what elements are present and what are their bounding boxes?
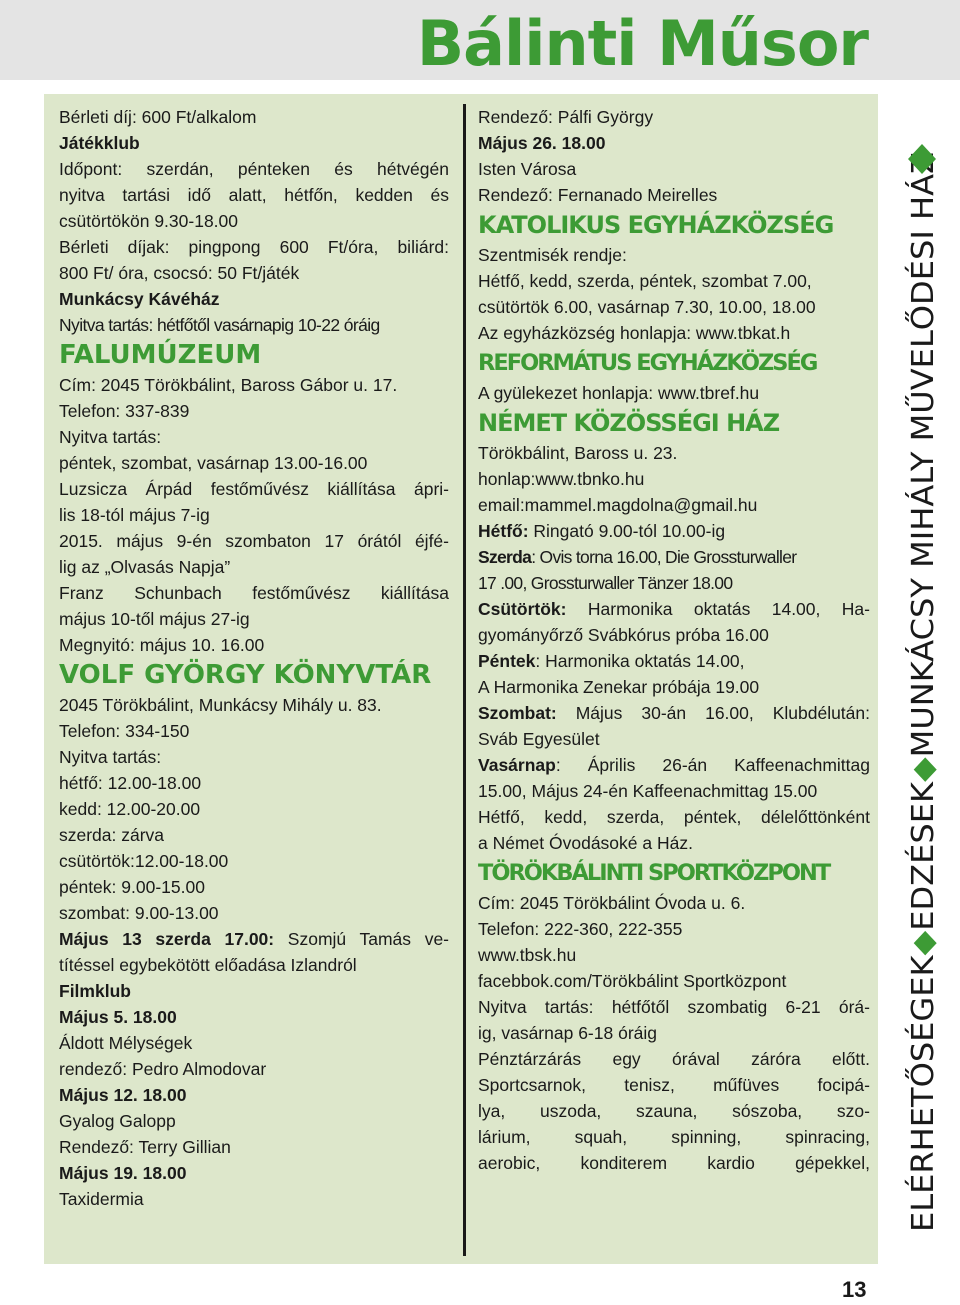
event-date: Május 13 szerda 17.00:: [59, 929, 275, 949]
text-line: lárium, squah, spinning, spinracing,: [478, 1127, 870, 1147]
text-line: www.tbsk.hu: [478, 945, 577, 965]
text-line: Franz Schunbach festőművész kiállítása: [59, 583, 449, 603]
text-line: Sportcsarnok, tenisz, műfüves focipá-: [478, 1075, 870, 1095]
day-label: Vasárnap: [478, 755, 556, 775]
text-line: 15.00, Május 24-én Kaffeenachmittag 15.00: [478, 781, 818, 801]
side-banner-part3: MUNKÁCSY MIHÁLY MŰVELŐDÉSI HÁZ: [906, 190, 941, 758]
day-label: Hétfő:: [478, 521, 529, 541]
text-line: csütörtökön 9.30-18.00: [59, 211, 239, 231]
text-line: 2015. május 9-én szombaton 17 órától éjfé-: [59, 531, 449, 551]
text-line: Hétfő, kedd, szerda, péntek, délelőttönként: [478, 807, 870, 827]
section-heading-reformatus: REFORMÁTUS EGYHÁZKÖZSÉG: [478, 350, 817, 376]
day-text: : Ovis torna 16.00, Die Grossturwaller: [531, 547, 797, 567]
day-text: Harmonika oktatás 14.00, Ha-: [566, 599, 870, 619]
text-line: ig, vasárnap 6-18 óráig: [478, 1023, 657, 1043]
film-title: Taxidermia: [59, 1189, 144, 1209]
film-date: Május 5. 18.00: [59, 1007, 177, 1027]
left-column: [59, 104, 449, 1212]
text-line: A Harmonika Zenekar próbája 19.00: [478, 677, 760, 697]
film-date: Május 12. 18.00: [59, 1085, 187, 1105]
page-number: 13: [842, 1277, 867, 1302]
film-date: Május 26. 18.00: [478, 133, 606, 153]
text-line: Az egyházközség honlapja: www.tbkat.h: [478, 323, 791, 343]
film-director: Rendező: Terry Gillian: [59, 1137, 231, 1157]
text-line: Bérleti díj: 600 Ft/alkalom: [59, 107, 257, 127]
day-label: Szerda: [478, 547, 532, 567]
text-line: kedd: 12.00-20.00: [59, 799, 201, 819]
text-line: A gyülekezet honlapja: www.tbref.hu: [478, 383, 760, 403]
text-line: [478, 518, 870, 544]
side-banner-text: [904, 152, 941, 1232]
text-line: május 10-től május 27-ig: [59, 609, 250, 629]
film-director: rendező: Pedro Almodovar: [59, 1059, 267, 1079]
text-line: Cím: 2045 Törökbálint Óvoda u. 6.: [478, 893, 746, 913]
day-label: Péntek: [478, 651, 536, 671]
text-line: a Német Óvodásoké a Ház.: [478, 833, 693, 853]
text-line: Telefon: 222-360, 222-355: [478, 919, 683, 939]
section-heading-sportkozpont: TÖRÖKBÁLINTI SPORTKÖZPONT: [478, 860, 830, 886]
text-line: Időpont: szerdán, pénteken és hétvégén: [59, 159, 449, 179]
text-line: Hétfő, kedd, szerda, péntek, szombat 7.00,: [478, 271, 812, 291]
text-line: nyitva tartási idő alatt, hétfőn, kedden és: [59, 185, 449, 205]
day-text: Ringató 9.00-tól 10.00-ig: [528, 521, 726, 541]
day-label: Szombat:: [478, 703, 557, 723]
text-line: lis 18-tól május 7-ig: [59, 505, 210, 525]
text-line: Telefon: 337-839: [59, 401, 190, 421]
subheading-kavehaz: Munkácsy Kávéház: [59, 289, 220, 309]
text-line: 800 Ft/ óra, csocsó: 50 Ft/játék: [59, 263, 300, 283]
text-line: [478, 700, 870, 726]
column-divider: [463, 104, 466, 1256]
section-heading-konyvtar: VOLF GYÖRGY KÖNYVTÁR: [59, 660, 432, 690]
side-banner-part1: ELÉRHETŐSÉGEK: [906, 973, 941, 1232]
film-title: Isten Városa: [478, 159, 577, 179]
film-director: Rendező: Fernanado Meirelles: [478, 185, 718, 205]
subheading-jatekklub: Játékklub: [59, 133, 140, 153]
day-text: : Április 26-án Kaffeenachmittag: [555, 755, 870, 775]
text-line: facebbok.com/Törökbálint Sportközpont: [478, 971, 787, 991]
text-line: péntek: 9.00-15.00: [59, 877, 205, 897]
event-desc: Szomjú Tamás ve-: [274, 929, 450, 949]
text-line: hétfő: 12.00-18.00: [59, 773, 202, 793]
text-line: Nyitva tartás: hétfőtől vasárnapig 10-22 óráig: [59, 315, 380, 335]
right-column: [478, 104, 870, 1176]
text-line: 17 .00, Grossturwaller Tänzer 18.00: [478, 573, 733, 593]
text-line: Sváb Egyesület: [478, 729, 600, 749]
film-title: Áldott Mélységek: [59, 1033, 193, 1053]
film-director: Rendező: Pálfi György: [478, 107, 654, 127]
text-line: [478, 544, 870, 570]
text-line: péntek, szombat, vasárnap 13.00-16.00: [59, 453, 368, 473]
film-date: Május 19. 18.00: [59, 1163, 187, 1183]
text-line: [478, 648, 870, 674]
text-line: lig az „Olvasás Napja”: [59, 557, 231, 577]
text-line: Szentmisék rendje:: [478, 245, 627, 265]
text-line: gyományőrző Svábkórus próba 16.00: [478, 625, 769, 645]
side-banner: [880, 104, 960, 1254]
text-line: títéssel egybekötött előadása Izlandról: [59, 955, 357, 975]
text-line: csütörtök:12.00-18.00: [59, 851, 229, 871]
diamond-icon: ◆: [906, 758, 941, 782]
text-line: Nyitva tartás:: [59, 427, 162, 447]
text-line: szerda: zárva: [59, 825, 165, 845]
text-line: Luzsicza Árpád festőművész kiállítása ápri-: [59, 479, 449, 499]
section-heading-katolikus: KATOLIKUS EGYHÁZKÖZSÉG: [478, 211, 834, 239]
text-line: honlap:www.tbnko.hu: [478, 469, 645, 489]
text-line: Nyitva tartás: hétfőtől szombatig 6-21 órá-: [478, 997, 870, 1017]
text-line: [478, 752, 870, 778]
day-label: Csütörtök:: [478, 599, 567, 619]
subheading-filmklub: Filmklub: [59, 981, 131, 1001]
text-line: Cím: 2045 Törökbálint, Baross Gábor u. 17.: [59, 375, 398, 395]
text-line: 2045 Törökbálint, Munkácsy Mihály u. 83.: [59, 695, 382, 715]
text-line: Nyitva tartás:: [59, 747, 162, 767]
text-line: lya, uszoda, szauna, sószoba, szo-: [478, 1101, 870, 1121]
diamond-icon: ◆: [906, 932, 941, 956]
text-line: aerobic, konditerem kardio gépekkel,: [478, 1153, 870, 1173]
text-line: Telefon: 334-150: [59, 721, 190, 741]
text-line: [59, 926, 449, 952]
text-line: email:mammel.magdolna@gmail.hu: [478, 495, 758, 515]
side-banner-part2: EDZÉSEK: [906, 791, 941, 931]
text-line: szombat: 9.00-13.00: [59, 903, 219, 923]
text-line: csütörtök 6.00, vasárnap 7.30, 10.00, 18.00: [478, 297, 816, 317]
film-title: Gyalog Galopp: [59, 1111, 176, 1131]
text-line: Megnyitó: május 10. 16.00: [59, 635, 265, 655]
page-title: Bálinti Műsor: [416, 7, 868, 80]
text-line: Pénztárzárás egy órával záróra előtt.: [478, 1049, 870, 1069]
text-line: [478, 596, 870, 622]
day-text: Május 30-án 16.00, Klubdélután:: [556, 703, 870, 723]
day-text: : Harmonika oktatás 14.00,: [535, 651, 745, 671]
text-line: Törökbálint, Baross u. 23.: [478, 443, 678, 463]
text-line: Bérleti díjak: pingpong 600 Ft/óra, biliárd:: [59, 237, 449, 257]
section-heading-nemet: NÉMET KÖZÖSSÉGI HÁZ: [478, 409, 780, 437]
section-heading-falumuzeum: FALUMÚZEUM: [59, 340, 262, 370]
